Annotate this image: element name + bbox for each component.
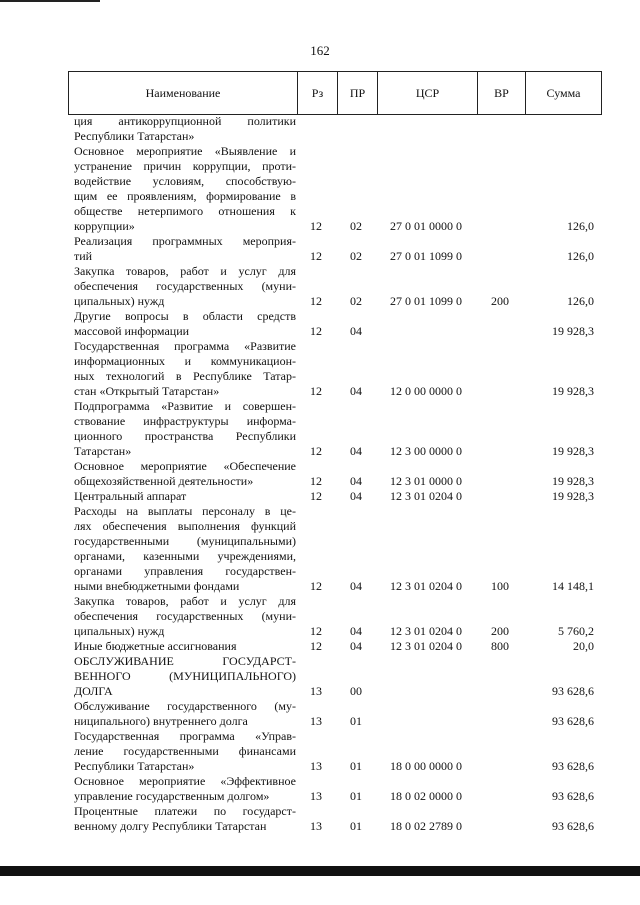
row-name-line: органами управления государствен- <box>74 564 296 578</box>
row-name-line: водействие условиям, способствую- <box>74 174 296 188</box>
cell-csr: 18 0 00 0000 0 <box>390 759 462 773</box>
table-row <box>68 489 600 504</box>
cell-pr: 04 <box>350 624 362 638</box>
row-name-line: обществе нетерпимого отношения к <box>74 204 296 218</box>
row-name-line: ционного пространства Республики <box>74 429 296 443</box>
row-name-line: обеспечения государственных (муни- <box>74 279 296 293</box>
header-vr: ВР <box>494 86 509 100</box>
row-name-line: стан «Открытый Татарстан» <box>74 384 220 398</box>
row-name-line: Основное мероприятие «Выявление и <box>74 144 296 158</box>
row-name-line: Иные бюджетные ассигнования <box>74 639 237 653</box>
cell-sum: 20,0 <box>573 639 594 653</box>
row-name-line: Государственная программа «Управ- <box>74 729 296 743</box>
row-name-line: ОБСЛУЖИВАНИЕ ГОСУДАРСТ- <box>74 654 296 668</box>
cell-pr: 01 <box>350 789 362 803</box>
cell-pr: 04 <box>350 384 362 398</box>
row-name-line: Закупка товаров, работ и услуг для <box>74 594 296 608</box>
table-row <box>68 804 600 834</box>
cell-pr: 04 <box>350 324 362 338</box>
header-pr: ПР <box>349 86 366 100</box>
row-name <box>74 489 296 504</box>
cell-sum: 93 628,6 <box>552 819 594 833</box>
row-name-line: Основное мероприятие «Эффективное <box>74 774 296 788</box>
row-name <box>74 114 296 144</box>
cell-rz: 13 <box>310 759 322 773</box>
cell-sum: 93 628,6 <box>552 789 594 803</box>
table-row <box>68 639 600 654</box>
cell-pr: 04 <box>350 579 362 593</box>
cell-sum: 93 628,6 <box>552 684 594 698</box>
cell-pr: 01 <box>350 714 362 728</box>
cell-rz: 13 <box>310 684 322 698</box>
cell-pr: 04 <box>350 489 362 503</box>
row-name-line: ствование инфраструктуры информа- <box>74 414 296 428</box>
row-name-line: ВЕННОГО (МУНИЦИПАЛЬНОГО) <box>74 669 296 683</box>
cell-rz: 12 <box>310 579 322 593</box>
row-name-line: общехозяйственной деятельности» <box>74 474 254 488</box>
table-row <box>68 459 600 489</box>
cell-vr: 200 <box>491 624 509 638</box>
cell-rz: 12 <box>310 474 322 488</box>
row-name-line: управление государственным долгом» <box>74 789 270 803</box>
table-row <box>68 654 600 699</box>
header-sum: Сумма <box>546 86 581 100</box>
row-name <box>74 654 296 699</box>
row-name-line: венному долгу Республики Татарстан <box>74 819 267 833</box>
row-name-line: ными внебюджетными фондами <box>74 579 240 593</box>
cell-rz: 12 <box>310 249 322 263</box>
cell-csr: 18 0 02 0000 0 <box>390 789 462 803</box>
table-row <box>68 729 600 774</box>
cell-csr: 12 0 00 0000 0 <box>390 384 462 398</box>
row-name-line: органами, казенными учреждениями, <box>74 549 296 563</box>
cell-pr: 02 <box>350 249 362 263</box>
cell-rz: 12 <box>310 444 322 458</box>
top-rule <box>0 0 100 2</box>
row-name-line: Реализация программных мероприя- <box>74 234 296 248</box>
table-row <box>68 339 600 399</box>
cell-csr: 18 0 02 2789 0 <box>390 819 462 833</box>
row-name-line: Республики Татарстан» <box>74 759 195 773</box>
row-name-line: Обслуживание государственного (му- <box>74 699 296 713</box>
row-name-line: тий <box>74 249 93 263</box>
row-name <box>74 339 296 399</box>
row-name <box>74 804 296 834</box>
cell-rz: 13 <box>310 789 322 803</box>
cell-rz: 12 <box>310 639 322 653</box>
cell-pr: 04 <box>350 639 362 653</box>
row-name <box>74 234 296 264</box>
cell-sum: 19 928,3 <box>552 384 594 398</box>
row-name-line: Другие вопросы в области средств <box>74 309 296 323</box>
cell-pr: 04 <box>350 474 362 488</box>
row-name <box>74 594 296 639</box>
row-name <box>74 639 296 654</box>
row-name-line: обеспечения государственных (муни- <box>74 609 296 623</box>
row-name-line: ципальных) нужд <box>74 294 165 308</box>
page-number: 162 <box>310 43 330 58</box>
row-name-line: лях обеспечения выполнения функций <box>74 519 296 533</box>
header-name: Наименование <box>145 86 221 100</box>
row-name <box>74 399 296 459</box>
cell-rz: 12 <box>310 489 322 503</box>
row-name-line: устранение причин коррупции, проти- <box>74 159 296 173</box>
row-name-line: Подпрограмма «Развитие и совершен- <box>74 399 296 413</box>
cell-pr: 01 <box>350 819 362 833</box>
cell-sum: 5 760,2 <box>558 624 594 638</box>
cell-csr: 12 3 00 0000 0 <box>390 444 462 458</box>
row-name-line: Процентные платежи по государст- <box>74 804 296 818</box>
cell-sum: 126,0 <box>567 219 594 233</box>
table-row <box>68 234 600 264</box>
cell-csr: 27 0 01 1099 0 <box>390 249 462 263</box>
row-name <box>74 459 296 489</box>
row-name <box>74 144 296 234</box>
table-row <box>68 309 600 339</box>
row-name-line: информационных и коммуникацион- <box>74 354 296 368</box>
cell-csr: 12 3 01 0204 0 <box>390 579 462 593</box>
row-name-line: Республики Татарстан» <box>74 129 195 143</box>
cell-rz: 12 <box>310 294 322 308</box>
header-rz: Рз <box>311 86 324 100</box>
cell-vr: 100 <box>491 579 509 593</box>
table-row <box>68 399 600 459</box>
row-name <box>74 699 296 729</box>
row-name-line: Центральный аппарат <box>74 489 187 503</box>
row-name-line: коррупции» <box>74 219 135 233</box>
table-row <box>68 699 600 729</box>
cell-rz: 13 <box>310 714 322 728</box>
cell-sum: 93 628,6 <box>552 759 594 773</box>
table-row <box>68 264 600 309</box>
cell-sum: 93 628,6 <box>552 714 594 728</box>
cell-vr: 200 <box>491 294 509 308</box>
table-row <box>68 594 600 639</box>
cell-rz: 12 <box>310 219 322 233</box>
row-name <box>74 729 296 774</box>
row-name-line: ление государственными финансами <box>74 744 296 758</box>
row-name <box>74 264 296 309</box>
row-name <box>74 504 296 594</box>
cell-sum: 19 928,3 <box>552 489 594 503</box>
cell-sum: 19 928,3 <box>552 444 594 458</box>
bottom-scan-bar <box>0 866 640 876</box>
cell-csr: 27 0 01 1099 0 <box>390 294 462 308</box>
row-name-line: ниципального) внутреннего долга <box>74 714 248 728</box>
cell-pr: 00 <box>350 684 362 698</box>
cell-sum: 14 148,1 <box>552 579 594 593</box>
row-name-line: Закупка товаров, работ и услуг для <box>74 264 296 278</box>
row-name-line: ципальных) нужд <box>74 624 165 638</box>
row-name-line: массовой информации <box>74 324 190 338</box>
cell-csr: 12 3 01 0000 0 <box>390 474 462 488</box>
cell-csr: 12 3 01 0204 0 <box>390 639 462 653</box>
header-csr: ЦСР <box>415 86 440 100</box>
cell-rz: 12 <box>310 384 322 398</box>
table-row <box>68 504 600 594</box>
row-name-line: Расходы на выплаты персоналу в це- <box>74 504 296 518</box>
row-name <box>74 309 296 339</box>
cell-sum: 126,0 <box>567 249 594 263</box>
cell-rz: 13 <box>310 819 322 833</box>
cell-csr: 12 3 01 0204 0 <box>390 489 462 503</box>
row-name-line: ДОЛГА <box>74 684 113 698</box>
row-name <box>74 774 296 804</box>
row-name-line: ция антикоррупционной политики <box>74 114 296 128</box>
cell-csr: 27 0 01 0000 0 <box>390 219 462 233</box>
cell-csr: 12 3 01 0204 0 <box>390 624 462 638</box>
cell-sum: 19 928,3 <box>552 324 594 338</box>
table-row <box>68 144 600 234</box>
row-name-line: Основное мероприятие «Обеспечение <box>74 459 296 473</box>
table-header <box>68 71 602 115</box>
cell-rz: 12 <box>310 324 322 338</box>
table-row <box>68 114 600 144</box>
table-row <box>68 774 600 804</box>
cell-rz: 12 <box>310 624 322 638</box>
cell-sum: 19 928,3 <box>552 474 594 488</box>
cell-vr: 800 <box>491 639 509 653</box>
cell-pr: 02 <box>350 294 362 308</box>
row-name-line: Татарстан» <box>74 444 132 458</box>
row-name-line: щим ее проявлениям, формирование в <box>74 189 296 203</box>
cell-pr: 01 <box>350 759 362 773</box>
cell-pr: 04 <box>350 444 362 458</box>
cell-sum: 126,0 <box>567 294 594 308</box>
row-name-line: государственными (муниципальными) <box>74 534 296 548</box>
cell-pr: 02 <box>350 219 362 233</box>
row-name-line: Государственная программа «Развитие <box>74 339 296 353</box>
row-name-line: ных технологий в Республике Татар- <box>74 369 296 383</box>
